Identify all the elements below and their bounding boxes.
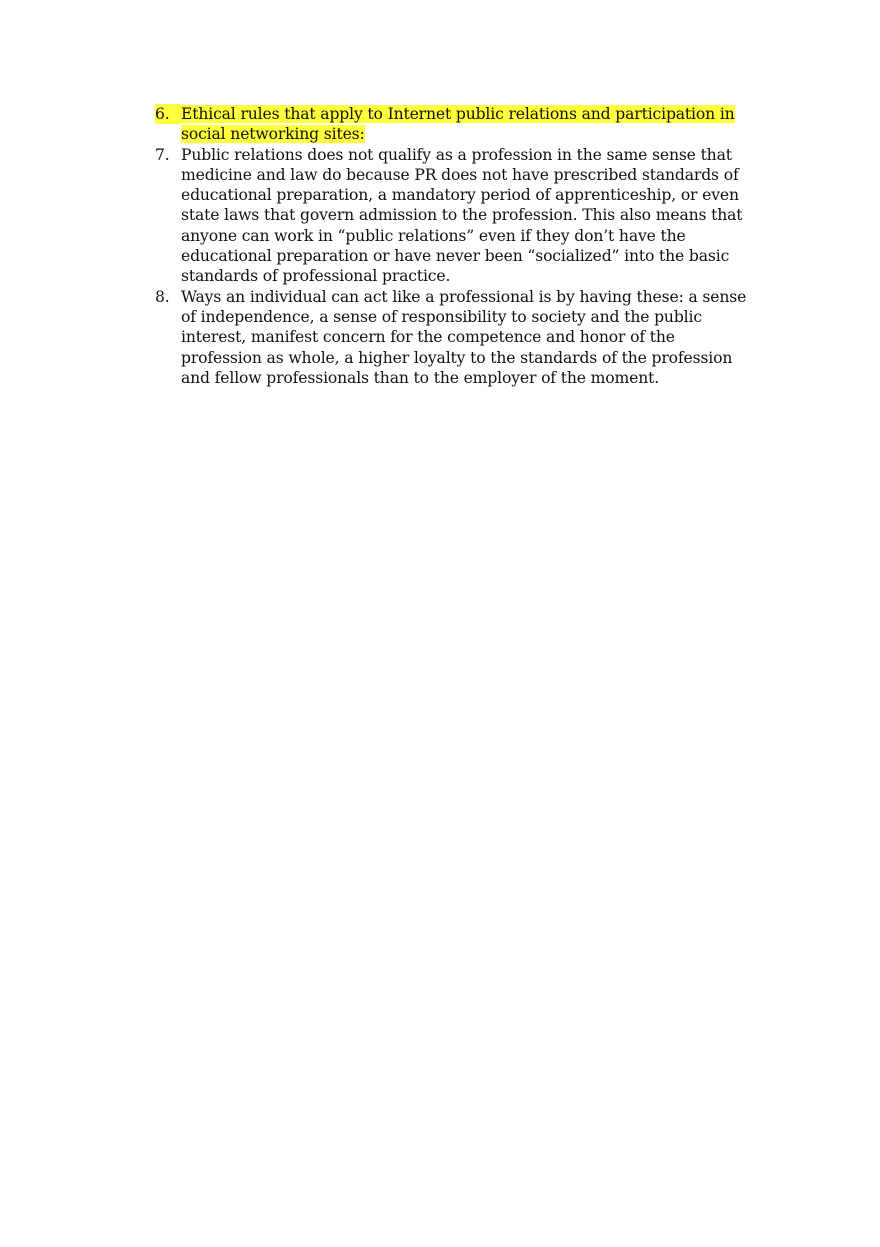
- list-item-6: [155, 104, 755, 145]
- list-item-7: [155, 145, 755, 287]
- list-text: [181, 104, 755, 145]
- list-number: 7.: [155, 145, 170, 164]
- list-text: Public relations does not qualify as a profession in the same sense that medicine and law do because PR does not have prescribed standards of educational preparation, a mandatory period of apprenticeship, or even state laws that govern admission to the profession. This also means that anyone can work in “public relations” even if they don’t have the educational preparation or have never been “socialized” into the basic standards of professional practice.: [181, 145, 743, 286]
- list-item-8: [155, 287, 755, 388]
- list-number: 6.: [155, 104, 181, 124]
- highlighted-text: Ethical rules that apply to Internet public relations and participation in social networking sites:: [181, 105, 735, 144]
- numbered-list: [155, 104, 755, 388]
- list-number: 8.: [155, 287, 170, 306]
- list-text: Ways an individual can act like a professional is by having these: a sense of independence, a sense of responsibility to society and the public interest, manifest concern for the competence and honor of the profession as whole, a higher loyalty to the standards of the profession and fellow professionals than to the employer of the moment.: [181, 287, 747, 387]
